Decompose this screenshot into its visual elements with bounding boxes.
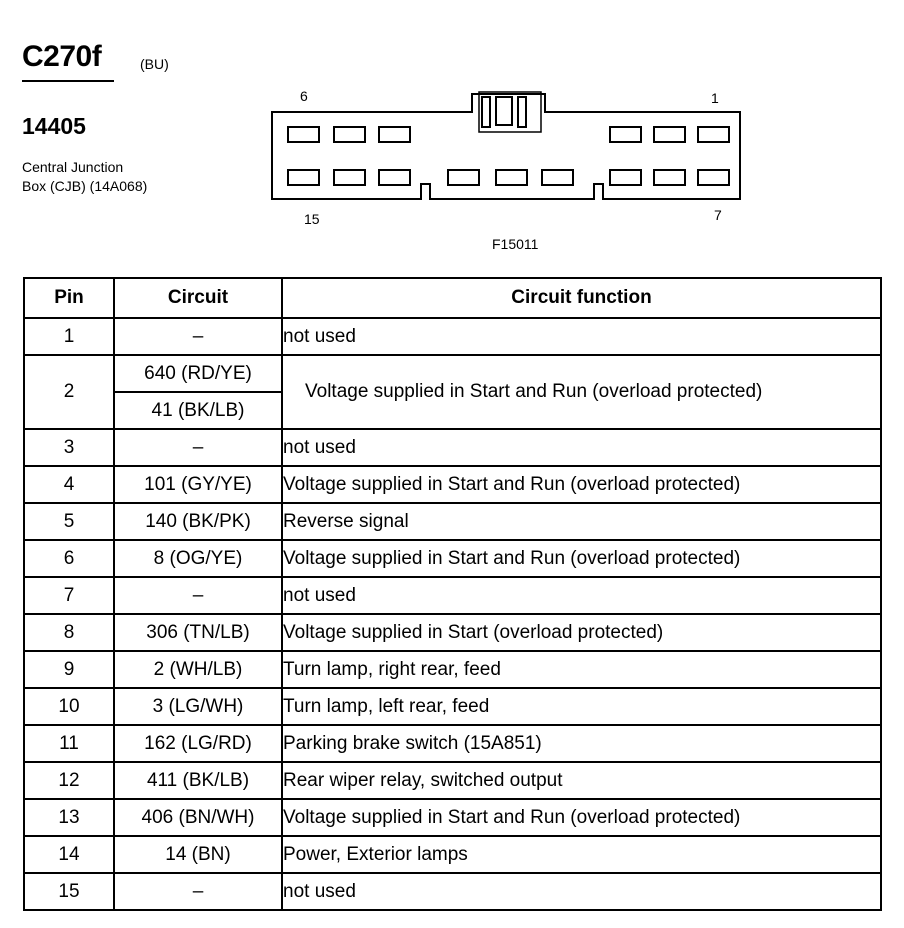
pin-cell: 3	[24, 429, 114, 466]
circuit-cell: 8 (OG/YE)	[114, 540, 282, 577]
circuit-cell: 2 (WH/LB)	[114, 651, 282, 688]
circuit-cell: 101 (GY/YE)	[114, 466, 282, 503]
function-cell: Voltage supplied in Start and Run (overload protected)	[282, 466, 881, 503]
connector-color-code: (BU)	[140, 56, 169, 72]
table-row	[24, 836, 881, 873]
function-cell: Rear wiper relay, switched output	[282, 762, 881, 799]
table-row	[24, 355, 881, 392]
circuit-cell: –	[114, 429, 282, 466]
function-cell: Voltage supplied in Start and Run (overload protected)	[282, 540, 881, 577]
connector-title: C270f	[22, 40, 102, 73]
function-cell: Voltage supplied in Start and Run (overload protected)	[282, 355, 881, 429]
function-cell: Turn lamp, right rear, feed	[282, 651, 881, 688]
table-row	[24, 762, 881, 799]
pin-label-1: 1	[711, 90, 719, 106]
pin-cell: 6	[24, 540, 114, 577]
header-circuit: Circuit	[114, 278, 282, 318]
title-underline	[22, 80, 114, 82]
header-pin: Pin	[24, 278, 114, 318]
circuit-cell: 14 (BN)	[114, 836, 282, 873]
pin-label-6: 6	[300, 88, 308, 104]
pin-cell: 9	[24, 651, 114, 688]
pin-cell: 14	[24, 836, 114, 873]
circuit-cell: –	[114, 873, 282, 910]
pin-cell: 5	[24, 503, 114, 540]
function-cell: Voltage supplied in Start (overload protected)	[282, 614, 881, 651]
pin-cell: 1	[24, 318, 114, 355]
table-row	[24, 873, 881, 910]
part-number: 14405	[22, 113, 86, 139]
pin-cell: 7	[24, 577, 114, 614]
connector-outline	[260, 84, 760, 234]
table-row	[24, 429, 881, 466]
table-row	[24, 651, 881, 688]
table-row	[24, 503, 881, 540]
circuit-cell: –	[114, 318, 282, 355]
pin-cell: 13	[24, 799, 114, 836]
table-row	[24, 688, 881, 725]
pin-cell: 8	[24, 614, 114, 651]
circuit-cell: 140 (BK/PK)	[114, 503, 282, 540]
pin-label-15: 15	[304, 211, 320, 227]
function-cell: Turn lamp, left rear, feed	[282, 688, 881, 725]
function-cell: not used	[282, 429, 881, 466]
table-row	[24, 540, 881, 577]
header-circuit-function: Circuit function	[282, 278, 881, 318]
pin-cell: 12	[24, 762, 114, 799]
connector-description	[22, 158, 147, 196]
table-row	[24, 577, 881, 614]
description-line-2: Box (CJB) (14A068)	[22, 178, 148, 194]
table-row	[24, 318, 881, 355]
pin-cell: 11	[24, 725, 114, 762]
table-row	[24, 725, 881, 762]
pin-cell: 15	[24, 873, 114, 910]
table-row	[24, 799, 881, 836]
table-header-row	[24, 278, 881, 318]
circuit-cell: 306 (TN/LB)	[114, 614, 282, 651]
circuit-cell: 411 (BK/LB)	[114, 762, 282, 799]
table-row	[24, 614, 881, 651]
pin-label-7: 7	[714, 207, 722, 223]
pin-cell: 4	[24, 466, 114, 503]
description-line-1: Central Junction	[22, 159, 124, 175]
pin-cell: 2	[24, 355, 114, 429]
circuit-cell: 640 (RD/YE)	[114, 355, 282, 392]
function-cell: Power, Exterior lamps	[282, 836, 881, 873]
figure-id: F15011	[492, 236, 539, 252]
connector-face-diagram	[260, 84, 760, 254]
function-cell: Parking brake switch (15A851)	[282, 725, 881, 762]
circuit-cell: –	[114, 577, 282, 614]
function-cell: not used	[282, 873, 881, 910]
function-cell: not used	[282, 318, 881, 355]
circuit-cell: 41 (BK/LB)	[114, 392, 282, 429]
table-row	[24, 466, 881, 503]
circuit-cell: 3 (LG/WH)	[114, 688, 282, 725]
circuit-cell: 406 (BN/WH)	[114, 799, 282, 836]
function-cell: Reverse signal	[282, 503, 881, 540]
pinout-table	[23, 277, 882, 911]
pin-cell: 10	[24, 688, 114, 725]
circuit-cell: 162 (LG/RD)	[114, 725, 282, 762]
function-cell: Voltage supplied in Start and Run (overload protected)	[282, 799, 881, 836]
function-cell: not used	[282, 577, 881, 614]
